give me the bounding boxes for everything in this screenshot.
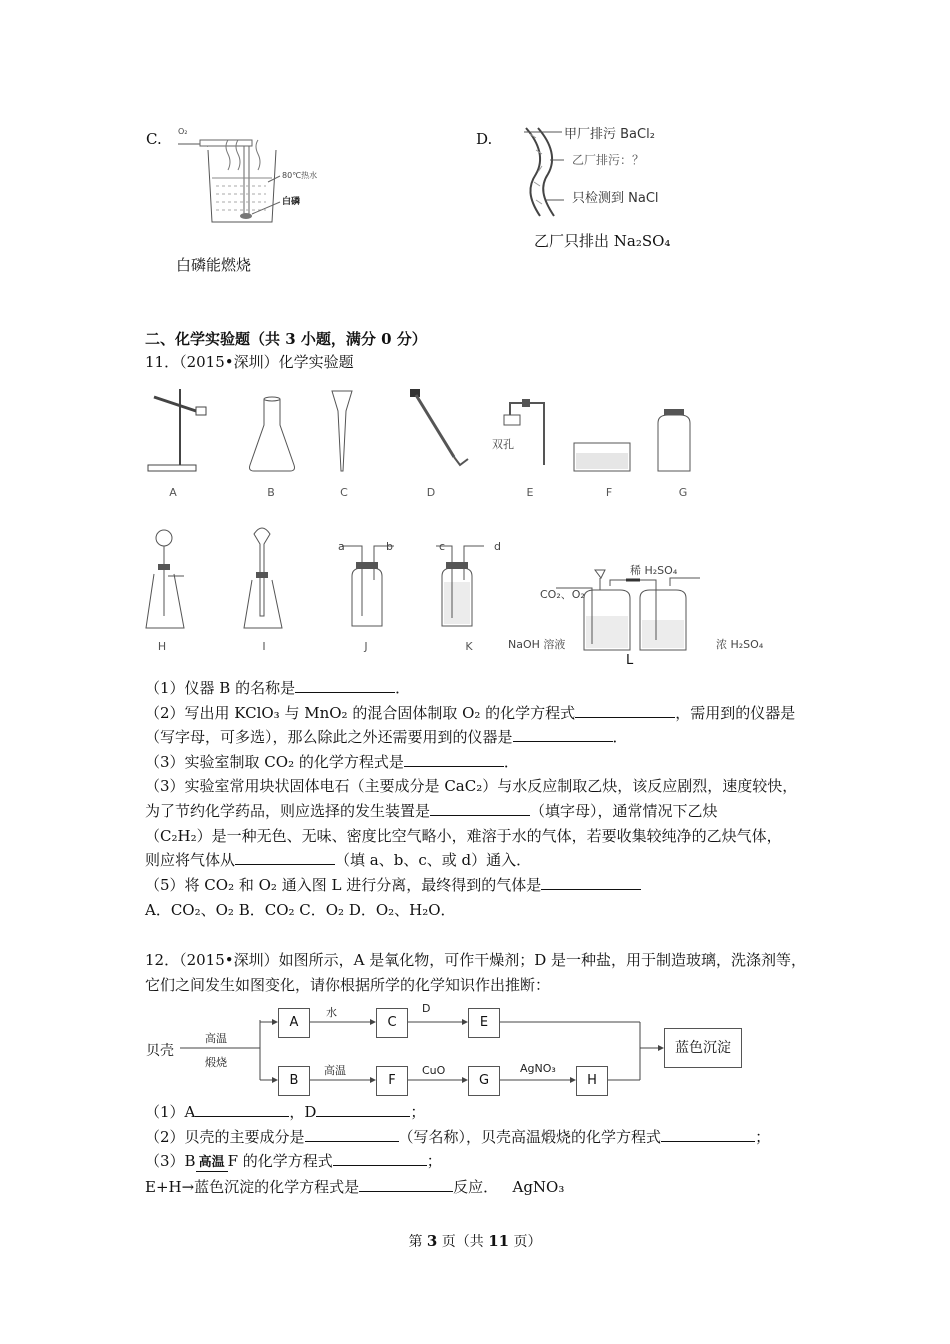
plant-a-label: 甲厂排污 BaCl₂ — [564, 127, 655, 142]
apparatus-a-iron-stand — [148, 389, 206, 471]
box-blue-precipitate: 蓝色沉淀 — [664, 1028, 742, 1068]
q11-3b-1: （3）实验室常用块状固体电石（主要成分是 CaC₂）与水反应制取乙炔，该反应剧烈，速度较快， — [145, 777, 798, 795]
box-C: C — [376, 1008, 408, 1038]
q12-4: E+H→蓝色沉淀的化学方程式是 反应． AgNO₃ — [145, 1178, 565, 1196]
q11-3b-2: 为了节约化学药品，则应选择的发生装置是 （填字母），通常情况下乙炔 — [145, 802, 718, 820]
q11-3: （3）实验室制取 CO₂ 的化学方程式是 ． — [145, 753, 519, 771]
box-E: E — [468, 1008, 500, 1038]
apparatus-d-bent-tube — [410, 389, 468, 465]
apparatus-j-gas-bottle — [342, 546, 394, 626]
label-F: F — [605, 486, 613, 499]
k-port-d: d — [494, 540, 501, 553]
apparatus-k-wash-bottle — [436, 546, 484, 626]
apparatus-h-flask-funnel — [146, 530, 184, 628]
plant-b-label: 乙厂排污：？ — [572, 153, 645, 167]
reaction-condition: 高温 — [196, 1156, 228, 1172]
label-K: K — [465, 640, 473, 653]
white-phosphorus-label: 白磷 — [282, 197, 301, 207]
j-port-a: a — [338, 540, 345, 553]
apparatus-row-1 — [140, 385, 710, 485]
j-port-b: b — [386, 540, 393, 553]
q11-3b-4: 则应将气体从 （填 a、b、c、或 d）通入． — [145, 851, 532, 869]
option-d-caption: 乙厂只排出 Na₂SO₄ — [534, 232, 671, 250]
answer-blank[interactable] — [575, 703, 675, 718]
flow-shell: 贝壳 — [146, 1043, 174, 1059]
apparatus-l-two-bottles — [556, 570, 700, 650]
box-H: H — [576, 1066, 608, 1096]
box-G: G — [468, 1066, 500, 1096]
white-phosphorus-beaker-figure — [172, 122, 322, 232]
q11-5-options: A．CO₂、O₂ B．CO₂ C．O₂ D．O₂、H₂O． — [145, 901, 456, 919]
q12-3: （3）B 高温 F 的化学方程式 ； — [145, 1152, 442, 1170]
section-heading: 二、化学实验题（共 3 小题，满分 0 分） — [145, 330, 427, 348]
apparatus-f-trough — [574, 443, 630, 471]
answer-blank[interactable] — [404, 752, 504, 767]
q11-title: 11．（2015•深圳）化学实验题 — [145, 353, 354, 371]
box-B: B — [278, 1066, 310, 1096]
q11-5: （5）将 CO₂ 和 O₂ 通入图 L 进行分离，最终得到的气体是 — [145, 875, 641, 895]
l-label: L — [626, 653, 634, 668]
river-pollution-figure — [500, 120, 690, 230]
flow-D: D — [422, 1002, 431, 1015]
l-conc-acid: 浓 H₂SO₄ — [716, 638, 764, 651]
option-c-caption: 白磷能燃烧 — [176, 256, 252, 274]
q11-3b-3: （C₂H₂）是一种无色、无味、密度比空气略小，难溶于水的气体，若要收集较纯净的乙炔气体， — [145, 827, 782, 845]
option-c-letter: C. — [146, 130, 162, 148]
o2-inlet-label: O₂ — [178, 127, 188, 136]
apparatus-c-funnel — [332, 391, 352, 471]
l-acid-top: 稀 H₂SO₄ — [630, 564, 678, 577]
answer-blank[interactable] — [541, 875, 641, 890]
answer-blank[interactable] — [316, 1102, 410, 1117]
flow-calcine: 煅烧 — [205, 1056, 227, 1069]
box-F: F — [376, 1066, 408, 1096]
page-footer: 第 3 页（共 11 页） — [408, 1232, 542, 1250]
q12-line1: 12．（2015•深圳）如图所示，A 是氧化物，可作干燥剂；D 是一种盐，用于制造玻璃，洗涤剂等， — [145, 951, 807, 969]
apparatus-b-conical-flask — [250, 397, 295, 471]
q12-1: （1）A ，D ； — [145, 1103, 426, 1121]
l-gas-in: CO₂、O₂ — [540, 588, 585, 601]
q11-2c: （写字母，可多选），那么除此之外还需要用到的仪器是 ． — [145, 728, 628, 746]
apparatus-e-note: 双孔 — [492, 438, 514, 451]
q12-2: （2）贝壳的主要成分是 （写名称），贝壳高温煅烧的化学方程式 ； — [145, 1128, 771, 1146]
apparatus-g-bottle — [658, 409, 690, 471]
label-D: D — [426, 486, 436, 499]
q11-1: （1）仪器 B 的名称是 ． — [145, 679, 411, 697]
answer-blank[interactable] — [195, 1102, 289, 1117]
answer-blank[interactable] — [513, 727, 613, 742]
l-naoh: NaOH 溶液 — [508, 638, 566, 651]
label-B: B — [267, 486, 275, 499]
apparatus-i-flask-funnel — [244, 528, 282, 628]
answer-blank[interactable] — [305, 1127, 399, 1142]
answer-blank[interactable] — [359, 1177, 453, 1192]
q11-2: （2）写出用 KClO₃ 与 MnO₂ 的混合固体制取 O₂ 的化学方程式 ，需用到的仪器是 — [145, 704, 796, 722]
apparatus-e-stopper-tube — [504, 399, 544, 465]
label-J: J — [364, 640, 368, 653]
answer-blank[interactable] — [430, 801, 530, 816]
box-A: A — [278, 1008, 310, 1038]
label-I: I — [262, 640, 266, 653]
k-port-c: c — [439, 540, 446, 553]
answer-blank[interactable] — [333, 1151, 427, 1166]
flow-cuo: CuO — [422, 1064, 446, 1077]
flow-high-temp: 高温 — [205, 1032, 227, 1045]
label-H: H — [157, 640, 167, 653]
flow-water: 水 — [326, 1006, 337, 1019]
answer-blank[interactable] — [295, 678, 395, 693]
label-G: G — [678, 486, 688, 499]
flow-high-temp-2: 高温 — [324, 1064, 346, 1077]
label-E: E — [526, 486, 534, 499]
q12-line2: 它们之间发生如图变化，请你根据所学的化学知识作出推断： — [145, 976, 551, 994]
label-A: A — [169, 486, 177, 499]
answer-blank[interactable] — [661, 1127, 755, 1142]
flow-agno3: AgNO₃ — [520, 1062, 556, 1075]
detected-label: 只检测到 NaCl — [572, 191, 659, 206]
hot-water-label: 80℃热水 — [282, 171, 318, 180]
option-d-letter: D. — [476, 130, 493, 148]
label-C: C — [340, 486, 348, 499]
answer-blank[interactable] — [235, 850, 335, 865]
